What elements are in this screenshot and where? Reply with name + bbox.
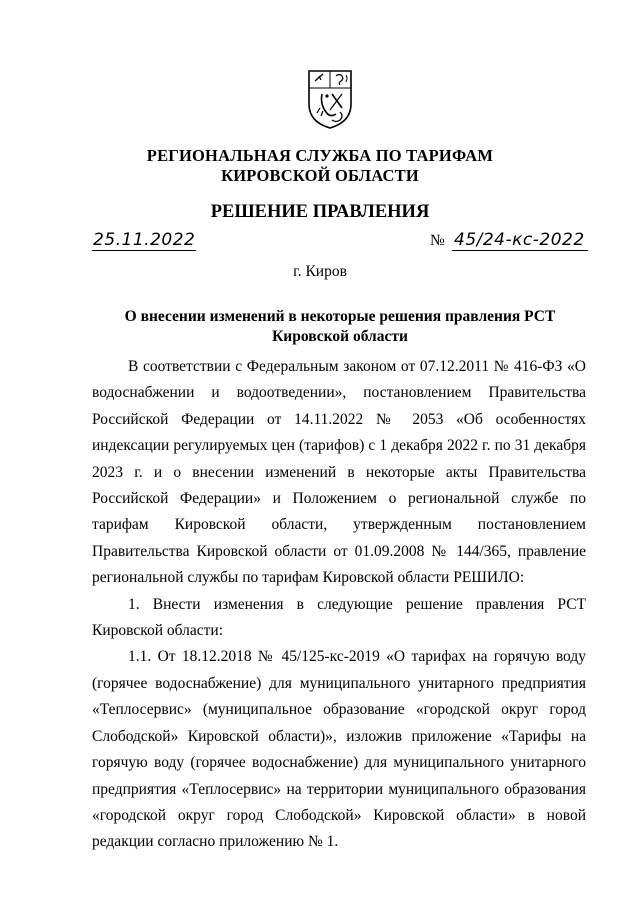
org-name-line2: КИРОВСКОЙ ОБЛАСТИ bbox=[221, 166, 419, 185]
document-body bbox=[92, 354, 586, 856]
decision-date-field bbox=[92, 228, 196, 251]
body-paragraph: 1.1. От 18.12.2018 № 45/125-кс-2019 «О тарифах на горячую воду (горячее водоснабжение) для муниципального унитарного предприятия «Теплосервис» (муниципальное образование «городской округ город Слободской» Кировской области)», изложив приложение «Тарифы на горячую воду (горячее водоснабжение) для муниципального унитарного предприятия «Теплосервис» на территории муниципального образования «городской округ город Слободской» Кировской области» в новой редакции согласно приложению № 1. bbox=[92, 648, 586, 851]
city-line: г. Киров bbox=[293, 263, 347, 280]
coat-of-arms-icon bbox=[306, 68, 354, 130]
body-paragraph: 1. Внести изменения в следующие решение правления РСТ Кировской области: bbox=[92, 595, 586, 640]
decision-subject: О внесении изменений в некоторые решения правления РСТ Кировской области bbox=[124, 308, 556, 345]
decision-number-field bbox=[452, 228, 588, 251]
body-paragraph: В соответствии с Федеральным законом от 07.12.2011 № 416-ФЗ «О водоснабжении и водоотведении», постановлением Правительства Российской Федерации от 14.11.2022 № 2053 «Об особенностях индексации регулируемых цен (тарифов) с 1 декабря 2022 г. по 31 декабря 2023 г. и о внесении изменений в некоторые акты Правительства Российской Федерации» и Положением о региональной службе по тарифам Кировской области, утвержденным постановлением Правительства Кировской области от 01.09.2008 № 144/365, правление региональной службы по тарифам Кировской области РЕШИЛО: bbox=[92, 358, 586, 587]
decision-date: 25.11.2022 bbox=[93, 230, 196, 250]
org-name-line1: РЕГИОНАЛЬНАЯ СЛУЖБА ПО ТАРИФАМ bbox=[146, 146, 494, 165]
number-label: № bbox=[430, 232, 445, 249]
decision-number: 45/24-кс-2022 bbox=[454, 230, 585, 250]
document-title: РЕШЕНИЕ ПРАВЛЕНИЯ bbox=[210, 202, 430, 222]
